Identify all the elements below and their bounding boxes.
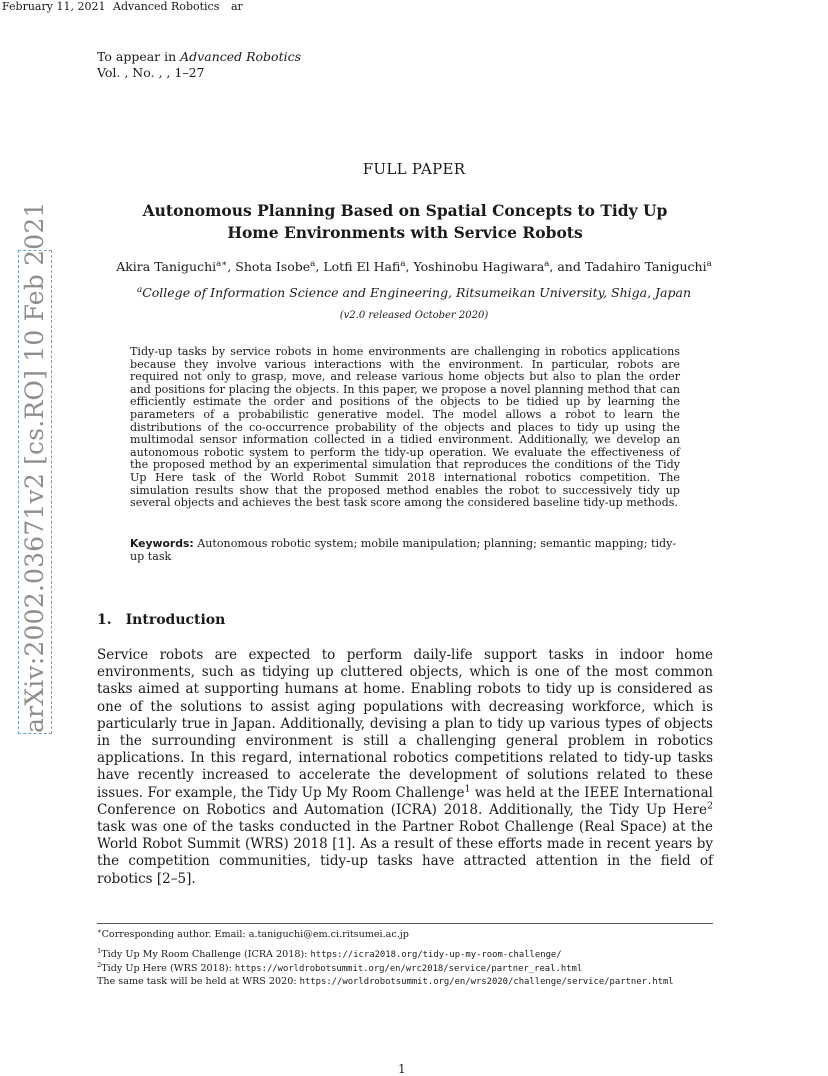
abstract: Tidy-up tasks by service robots in home environments are challenging in robotics applications because they involve various interactions with the environment. In particular, robots are required not only to grasp, move, and release various home objects but also to plan the order and positions for placing the objects. In this paper, we propose a novel planning method that can efficiently estimate the order and positions of the objects to be tidied up by learning the parameters of a probabilistic generative model. The model allows a robot to learn the distributions of the co-occurrence probability of the objects and places to tidy up using the multimodal sensor information collected in a tidied environment. Additionally, we develop an autonomous robotic system to perform the tidy-up operation. We evaluate the effectiveness of the proposed method by an experimental simulation that reproduces the conditions of the Tidy Up Here task of the World Robot Summit 2018 international robotics competition. The simulation results show that the proposed method enables the robot to successively tidy up several objects and achieves the best task score among the considered baseline tidy-up methods.: [130, 345, 680, 510]
header-tag: ar: [231, 0, 243, 13]
title-line-1: Autonomous Planning Based on Spatial Concepts to Tidy Up: [142, 201, 668, 220]
footnote-text: Tidy Up Here (WRS 2018):: [101, 963, 235, 974]
author-separator: , and: [549, 259, 585, 274]
footnote-2: [97, 960, 737, 975]
author-name: Shota Isobe: [235, 259, 311, 274]
journal-line-2: Vol. , No. , , 1–27: [97, 65, 205, 80]
affiliation-mark: a: [136, 284, 143, 295]
paragraph-text: was held at the IEEE International Conference on Robotics and Automation (ICRA) 2018. Additionally, the Tidy Up Here: [97, 784, 713, 818]
section-number: 1.: [97, 612, 112, 628]
affiliation-text: College of Information Science and Engineering, Ritsumeikan University, Shiga, Japan: [142, 285, 692, 300]
author-affil-mark: a∗: [216, 258, 228, 269]
footnote-link[interactable]: https://worldrobotsummit.org/en/wrs2020/challenge/service/partner.html: [299, 977, 674, 987]
section-title: Introduction: [125, 612, 226, 628]
title-line-2: Home Environments with Service Robots: [227, 223, 583, 242]
author-list: [0, 259, 828, 274]
header-date: February 11, 2021: [2, 0, 106, 13]
paper-type: FULL PAPER: [362, 160, 466, 178]
footnote-link[interactable]: https://icra2018.org/tidy-up-my-room-challenge/: [310, 950, 562, 960]
intro-paragraph: [97, 647, 713, 888]
journal-name: Advanced Robotics: [180, 49, 302, 64]
author-name: Akira Taniguchi: [116, 259, 217, 274]
paragraph-text: Service robots are expected to perform daily-life support tasks in indoor home environments, such as tidying up cluttered objects, which is one of the most common tasks aimed at supporting humans at home. Enabling robots to tidy up is considered as one of the solutions to assist aging populations with decreasing workforce, which is particularly true in Japan. Additionally, devising a plan to tidy up various types of objects in the surrounding environment is still a challenging general problem in robotics applications. In this regard, international robotics competitions related to tidy-up tasks have recently increased to accelerate the development of solutions related to these issues. For example, the Tidy Up My Room Challenge: [97, 647, 713, 801]
journal-info: [97, 49, 301, 81]
paper-title: [120, 200, 690, 244]
footnote-ref-1[interactable]: 1: [464, 783, 471, 795]
author-name: Yoshinobu Hagiwara: [413, 259, 545, 274]
author-affil-mark: a: [400, 258, 406, 269]
footnote-text: Tidy Up My Room Challenge (ICRA 2018):: [101, 949, 311, 960]
author-affil-mark: a: [310, 258, 316, 269]
arxiv-stamp[interactable]: arXiv:2002.03671v2 [cs.RO] 10 Feb 2021: [18, 250, 52, 734]
author-separator: ,: [227, 259, 236, 274]
keywords: [130, 537, 680, 563]
version-note: (v2.0 released October 2020): [339, 310, 489, 321]
section-heading: [97, 612, 225, 628]
footnote-corresponding: [97, 926, 737, 941]
keywords-label: Keywords:: [130, 537, 194, 550]
footnote-text: The same task will be held at WRS 2020:: [97, 976, 300, 987]
affiliation: [0, 285, 828, 300]
author-name: Lotfi El Hafi: [323, 259, 401, 274]
journal-prefix: To appear in: [97, 49, 181, 64]
author-separator: ,: [315, 259, 324, 274]
journal-line-1: [97, 49, 301, 65]
footnote-mark: 2: [97, 960, 102, 969]
footnote-link[interactable]: https://worldrobotsummit.org/en/wrc2018/service/partner_real.html: [234, 964, 583, 974]
footnote-1: [97, 946, 737, 961]
footnote-ref-2[interactable]: 2: [706, 800, 713, 812]
footnote-text: Corresponding author. Email: a.taniguchi@em.ci.ritsumei.ac.jp: [101, 929, 409, 940]
author-affil-mark: a: [706, 258, 712, 269]
keywords-text: Autonomous robotic system; mobile manipulation; planning; semantic mapping; tidy-up task: [130, 537, 677, 563]
footnote-mark: ∗: [97, 926, 102, 935]
footnote-mark: 1: [97, 946, 102, 955]
footnote-2-continued: [97, 976, 737, 988]
footnote-rule: [97, 923, 713, 924]
author-affil-mark: a: [544, 258, 550, 269]
page-number: 1: [398, 1062, 406, 1076]
header-journal: Advanced Robotics: [113, 0, 220, 13]
paragraph-text: task was one of the tasks conducted in the Partner Robot Challenge (Real Space) at the World Robot Summit (WRS) 2018 [1]. As a result of these efforts made in recent years by the competition communities, tidy-up tasks have attracted attention in the field of robotics [2–5].: [97, 819, 713, 887]
author-separator: ,: [405, 259, 414, 274]
author-name: Tadahiro Taniguchi: [584, 259, 707, 274]
